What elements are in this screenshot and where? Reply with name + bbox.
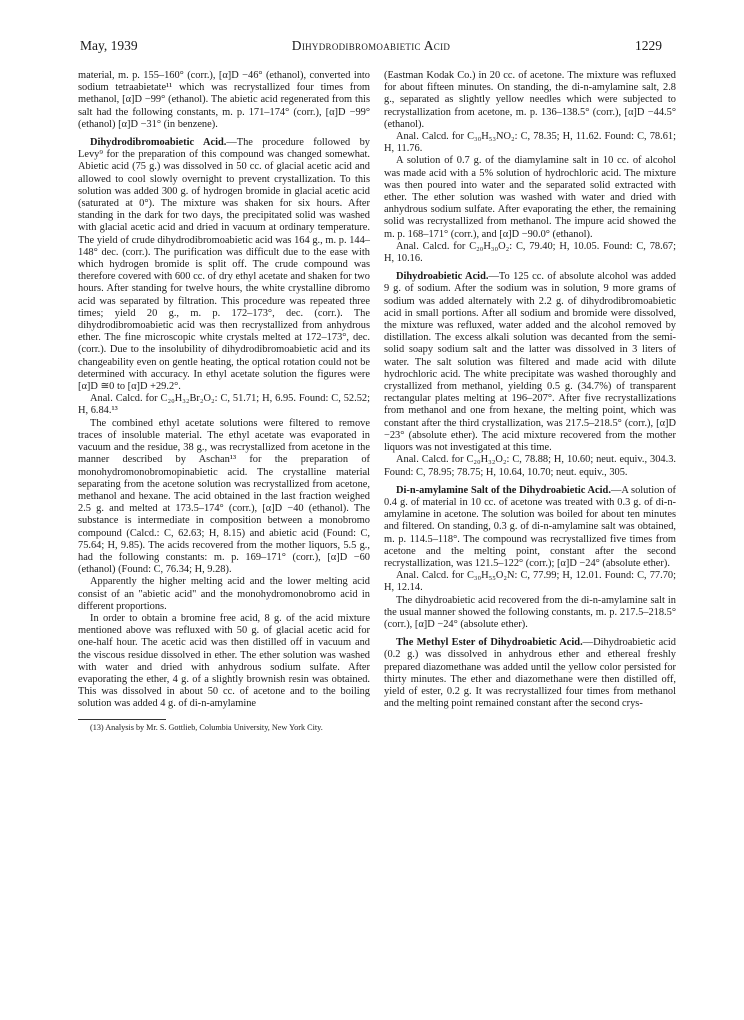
section-text: —Dihydroabietic acid (0.2 g.) was dissolved in anhydrous ether and ethereal freshly prepared diazomethane was added until the yellow color persisted for thirty minutes. The ether and diazomethane were then distilled off, yield of ester, 0.2 g. It was recrystallized four times from methanol and the melting point remained constant after the second crys- bbox=[384, 637, 676, 710]
paragraph: A solution of 0.7 g. of the diamylamine salt in 10 cc. of alcohol was made acid with a 5% solution of hydrochloric acid. The mixture was then poured into water and the separated solid extracted with ether. The ether solution was washed with water and dried with anhydrous sodium sulfate. After evaporating the ether, the remaining solid was recrystallized from methanol. The impure acid showed the m. p. 168–171° (corr.), and [α]D −90.0° (ethanol). bbox=[384, 155, 676, 240]
section-heading: Di-n-amylamine Salt of the Dihydroabietic Acid. bbox=[396, 484, 611, 496]
section-heading: Dihydroabietic Acid. bbox=[396, 271, 489, 283]
section-text: —The procedure followed by Levy⁹ for the preparation of this compound was changed somewhat. Abietic acid (75 g.) was dissolved in 50 cc. of glacial acetic acid and allowed to cool slowly overnight to prevent crystallization. To this solution was added 300 g. of hydrogen bromide in glacial acetic acid (saturated at 0°). The mixture was shaken for six hours. After standing in the dark for two days, the precipitated solid was washed with glacial acetic acid and dried in vacuum at ordinary temperature. The yield of crude dihydrodibromoabietic acid was 164 g., m. p. 144–148° dec. (corr.). The purification was difficult due to the ease with which hydrogen bromide is split off. The crude compound was therefore covered with 600 cc. of dry ethyl acetate and shaken for two hours. After standing for twelve hours, the white crystalline dibromo acid was separated by filtration. This procedure was repeated three times; yield 20 g., m. p. 172–173°, dec. (corr.). The dihydrodibromoabietic acid was then recrystallized from anhydrous ether. The fine microscopic white crystals melted at 172–173°, dec. (corr.). Due to the insolubility of dihydrodibromoabietic acid and its changeability even on gentle heating, the optical rotation could not be determined with accuracy. In ethyl acetate solution the figures were [α]D ≅0 to [α]D +29.2°. bbox=[78, 137, 371, 393]
header-date: May, 1939 bbox=[80, 38, 138, 53]
section-heading: The Methyl Ester of Dihydroabietic Acid. bbox=[396, 637, 583, 649]
paragraph: Apparently the higher melting acid and the lower melting acid consist of an "abietic acid" and the monohydromonobromo acid in different proportions. bbox=[78, 576, 370, 612]
paragraph: In order to obtain a bromine free acid, 8 g. of the acid mixture mentioned above was refluxed with 50 g. of glacial acetic acid for one-half hour. The acetic acid was then distilled off in vacuum and the viscous residue dissolved in ether. The ether solution was washed with water and dried with anhydrous sodium sulfate. After evaporating the ether, 4 g. of a slightly brownish resin was obtained. This was dissolved in about 50 cc. of acetone and to the boiling solution was added 4 g. of di-n-amylamine bbox=[78, 612, 370, 710]
section-heading: Dihydrodibromoabietic Acid. bbox=[90, 137, 227, 149]
paragraph-continued: material, m. p. 155–160° (corr.), [α]D −46° (ethanol), converted into sodium tetraabietate¹¹ which was recrystallized four times from methanol, [α]D −99° (ethanol). The abietic acid regenerated from this salt had the following constants, m. p. 171–174° (corr.), [α]D −99° (ethanol) [α]D −31° (in benzene). bbox=[78, 70, 370, 130]
paragraph: The combined ethyl acetate solutions were filtered to remove traces of insoluble material. The ethyl acetate was evaporated in vacuum and the residue, 38 g., was recrystallized from acetone in the manner described by Aschan¹³ for the preparation of monohydromonobromopinabietic acid. The crystalline material separating from the acetone solution was recrystallized from acetone, methanol and hexane. The acid obtained in the last fraction weighed 2.5 g. and melted at 173.5–174° (corr.), [α]D −40 (ethanol). The substance is intermediate in composition between a monobromo compound (Calcd.: C, 62.63; H, 8.15) and abietic acid (Found: C, 75.64; H, 9.85). The acids recovered from the mother liquors, 5.5 g., had the following constants: m. p. 169–171° (corr.), [α]D −60 (ethanol) (Found: C, 76.34; H, 9.28). bbox=[78, 417, 370, 576]
footnote: (13) Analysis by Mr. S. Gottlieb, Columbia University, New York City. bbox=[90, 722, 323, 732]
section-paragraph bbox=[384, 271, 676, 454]
analysis-line: Anal. Calcd. for C₂₀H₃₂O₂: C, 78.88; H, 10.60; neut. equiv., 304.3. Found: C, 78.95; 78.75; H, 10.64, 10.70; neut. equiv., 305. bbox=[384, 454, 676, 478]
header-title: Dihydrodibromoabietic Acid bbox=[291, 38, 451, 53]
analysis-line: Anal. Calcd. for C₂₀H₃₀O₂: C, 79.40; H, 10.05. Found: C, 78.67; H, 10.16. bbox=[384, 240, 676, 265]
left-column bbox=[78, 70, 370, 733]
section-text: —To 125 cc. of absolute alcohol was added 9 g. of sodium. After the sodium was in solution, 9 more grams of sodium was added alternately with 2.2 g. of dihydrodibromoabietic acid in small portions. After all sodium and bromide were dissolved, the mixture was refluxed, water added and the alcohol removed by distillation. The excess alkali solution was decanted from the semi-solid soapy sodium salt and the latter was dissolved in 3 liters of water. The salt solution was filtered and made acid with dilute hydrochloric acid. The white precipitate was washed thoroughly and crystallized from methanol, yielding 0.5 g. (34.7%) of transparent rectangular plates melting at 196–207°. After five recrystallizations from methanol and one from hexane, the melting point, which was constant after the third crystallization, was 217.5–218.5° (corr.), [α]D −23° (absolute ether). The acid mixture recovered from the mother liquors was not investigated at this time. bbox=[384, 271, 676, 454]
analysis-line: Anal. Calcd. for C₃₀H₅₃NO₂: C, 78.35; H, 11.62. Found: C, 78.61; H, 11.76. bbox=[384, 131, 676, 155]
analysis-line: Anal. Calcd. for C₃₀H₅₅O₂N: C, 77.99; H, 12.01. Found: C, 77.70; H, 12.14. bbox=[384, 570, 676, 594]
paragraph: The dihydroabietic acid recovered from the di-n-amylamine salt in the usual manner showed the following constants, m. p. 217.5–218.5° (corr.), [α]D −24° (absolute ether). bbox=[384, 594, 676, 630]
right-column bbox=[384, 70, 676, 710]
footnote-divider bbox=[78, 719, 166, 720]
paragraph-continued: (Eastman Kodak Co.) in 20 cc. of acetone. The mixture was refluxed for about fifteen minutes. On standing, the di-n-amylamine salt, 2.8 g., separated as slightly yellow needles which were subjected to recrystallization from acetone, m. p. 136–138.5° (corr.), [α]D −44.5° (ethanol). bbox=[384, 70, 676, 130]
page-number: 1229 bbox=[635, 38, 662, 53]
section-paragraph bbox=[384, 637, 676, 710]
section-text: —A solution of 0.4 g. of material in 10 cc. of acetone was treated with 0.3 g. of di-n-amylamine in acetone. The solution was boiled for about ten minutes and filtered. On standing, 0.3 g. of di-n-amylamine salt was obtained, m. p. 114.5–118°. The compound was recrystallized five times from acetone and the melting point, constant after the second recrystallization, was 121.5–122° (corr.); [α]D −24° (absolute ether). bbox=[384, 484, 676, 569]
section-paragraph bbox=[384, 485, 676, 570]
section-paragraph bbox=[78, 137, 370, 393]
running-header bbox=[80, 38, 662, 58]
analysis-line: Anal. Calcd. for C₂₀H₃₂Br₂O₂: C, 51.71; H, 6.95. Found: C, 52.52; H, 6.84.¹³ bbox=[78, 393, 370, 417]
